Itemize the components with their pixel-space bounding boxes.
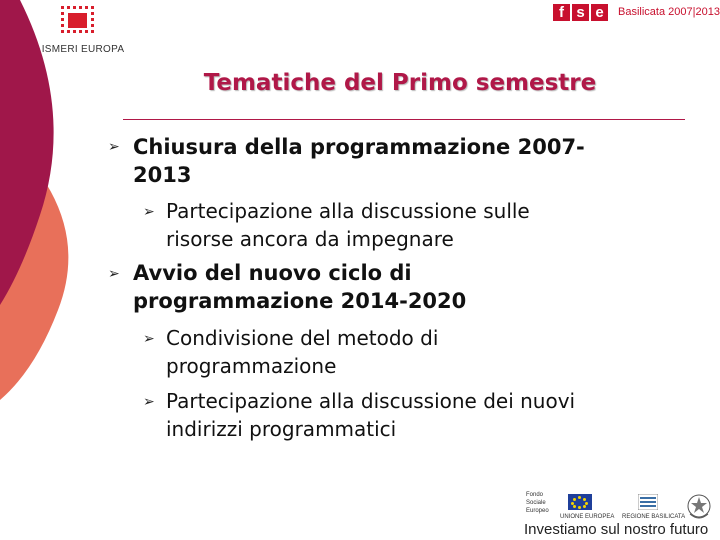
- fund-caption-line: Sociale: [526, 500, 546, 506]
- region-caption: REGIONE BASILICATA: [622, 514, 686, 520]
- fund-caption-line: Fondo: [526, 492, 544, 498]
- program-caption: Basilicata 2007|2013: [618, 6, 720, 18]
- bullet-arrow-icon: ➢: [108, 139, 120, 155]
- bullet-line: Avvio del nuovo ciclo di: [133, 261, 412, 285]
- eu-caption: UNIONE EUROPEA: [560, 514, 615, 520]
- italian-emblem-icon: [685, 492, 713, 522]
- bullet-item-1: [133, 133, 585, 189]
- eu-flag-icon: [568, 494, 592, 510]
- bullet-arrow-icon: ➢: [108, 266, 120, 282]
- bullet-line: programmazione: [166, 354, 337, 378]
- bullet-line: Condivisione del metodo di: [166, 326, 439, 350]
- bullet-line: risorse ancora da impegnare: [166, 227, 454, 251]
- slide-title: Tematiche del Primo semestre: [203, 70, 597, 96]
- tagline: Investiamo sul nostro futuro: [524, 521, 709, 538]
- sub-bullet-item-2-1: [166, 324, 438, 380]
- bullet-line: Partecipazione alla discussione sulle: [166, 199, 530, 223]
- org-logo-text: ISMERI EUROPA: [41, 44, 125, 55]
- bullet-line: Chiusura della programmazione 2007-: [133, 135, 585, 159]
- fse-letter-f: f: [553, 4, 570, 21]
- bullet-line: 2013: [133, 163, 192, 187]
- region-crest-icon: [638, 494, 658, 510]
- sub-bullet-arrow-icon: ➢: [143, 394, 155, 410]
- bullet-line: indirizzi programmatici: [166, 417, 397, 441]
- fse-letter-e: e: [591, 4, 608, 21]
- fund-caption-line: Europeo: [526, 508, 549, 514]
- bullet-item-2: [133, 259, 466, 315]
- sub-bullet-arrow-icon: ➢: [143, 331, 155, 347]
- sub-bullet-arrow-icon: ➢: [143, 204, 155, 220]
- sub-bullet-item-2-2: [166, 387, 575, 443]
- sub-bullet-item-1-1: [166, 197, 530, 253]
- fse-letter-s: s: [572, 4, 589, 21]
- bullet-line: Partecipazione alla discussione dei nuovi: [166, 389, 576, 413]
- bullet-line: programmazione 2014-2020: [133, 289, 467, 313]
